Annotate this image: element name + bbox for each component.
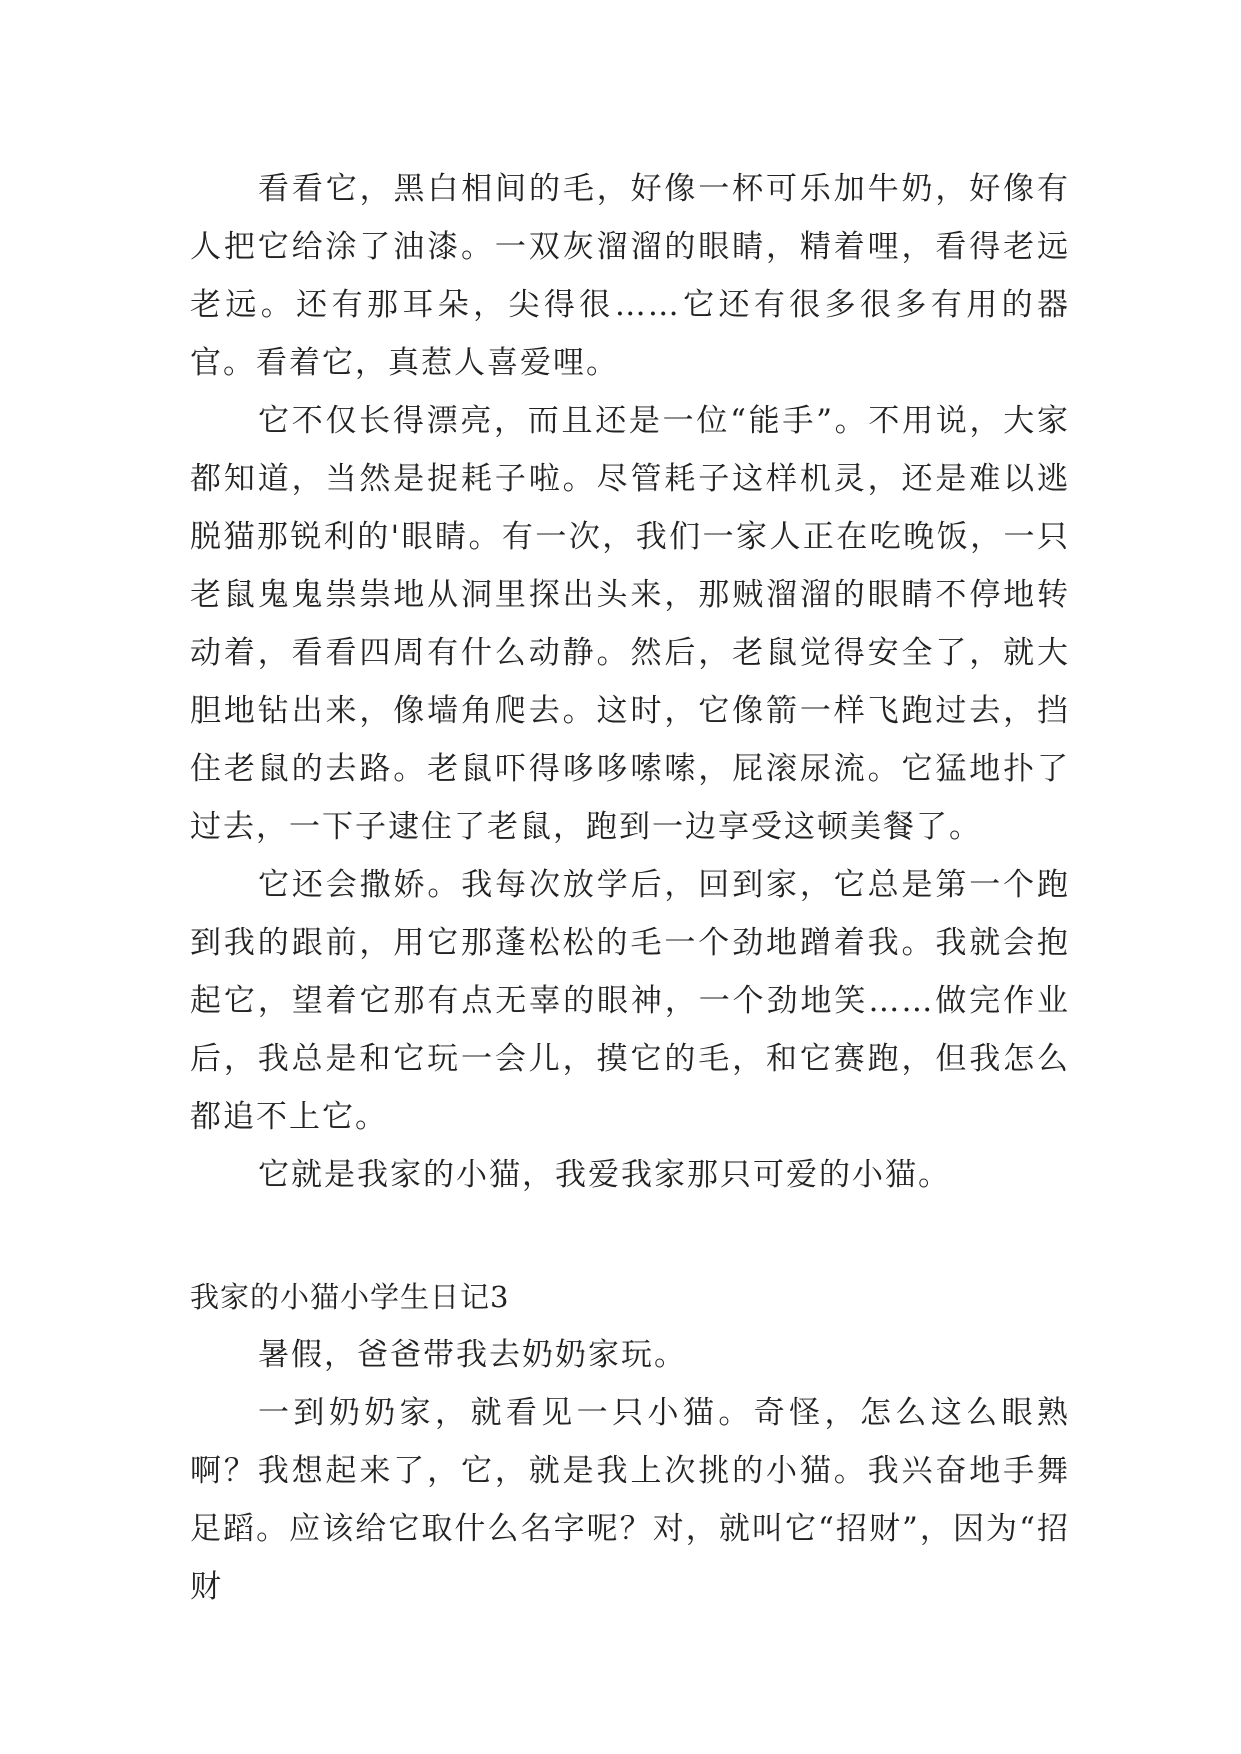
paragraph-summer-vacation: 暑假，爸爸带我去奶奶家玩。: [258, 1337, 687, 1373]
section-title: 我家的小猫小学生日记3: [190, 1280, 510, 1314]
paragraph-conclusion: 它就是我家的小猫，我爱我家那只可爱的小猫。: [258, 1157, 951, 1193]
paragraph-cat-appearance: 看看它，黑白相间的毛，好像一杯可乐加牛奶，好像有人把它给涂了油漆。一双灰溜溜的眼睛，精着哩，看得老远老远。还有那耳朵，尖得很……它还有很多很多有用的器官。看着它，真惹人喜爱哩。: [190, 171, 1070, 381]
paragraph-cat-catching-mice: 它不仅长得漂亮，而且还是一位“能手”。不用说，大家都知道，当然是捉耗子啦。尽管耗子这样机灵，还是难以逃脱猫那锐利的'眼睛。有一次，我们一家人正在吃晚饭，一只老鼠鬼鬼祟祟地从洞里探出头来，那贼溜溜的眼睛不停地转动着，看看四周有什么动静。然后，老鼠觉得安全了，就大胆地钻出来，像墙角爬去。这时，它像箭一样飞跑过去，挡住老鼠的去路。老鼠吓得哆哆嗦嗦，屁滚尿流。它猛地扑了过去，一下子逮住了老鼠，跑到一边享受这顿美餐了。: [190, 403, 1070, 845]
paragraph-cat-playful: 它还会撒娇。我每次放学后，回到家，它总是第一个跑到我的跟前，用它那蓬松松的毛一个劲地蹭着我。我就会抱起它，望着它那有点无辜的眼神，一个劲地笑……做完作业后，我总是和它玩一会儿，摸它的毛，和它赛跑，但我怎么都追不上它。: [190, 867, 1070, 1135]
section-spacer: [190, 1204, 1070, 1268]
paragraph-grandma-house: 一到奶奶家，就看见一只小猫。奇怪，怎么这么眼熟啊？我想起来了，它，就是我上次挑的小猫。我兴奋地手舞足蹈。应该给它取什么名字呢？对，就叫它“招财”，因为“招财: [190, 1395, 1070, 1605]
document-body: [190, 160, 1070, 1616]
